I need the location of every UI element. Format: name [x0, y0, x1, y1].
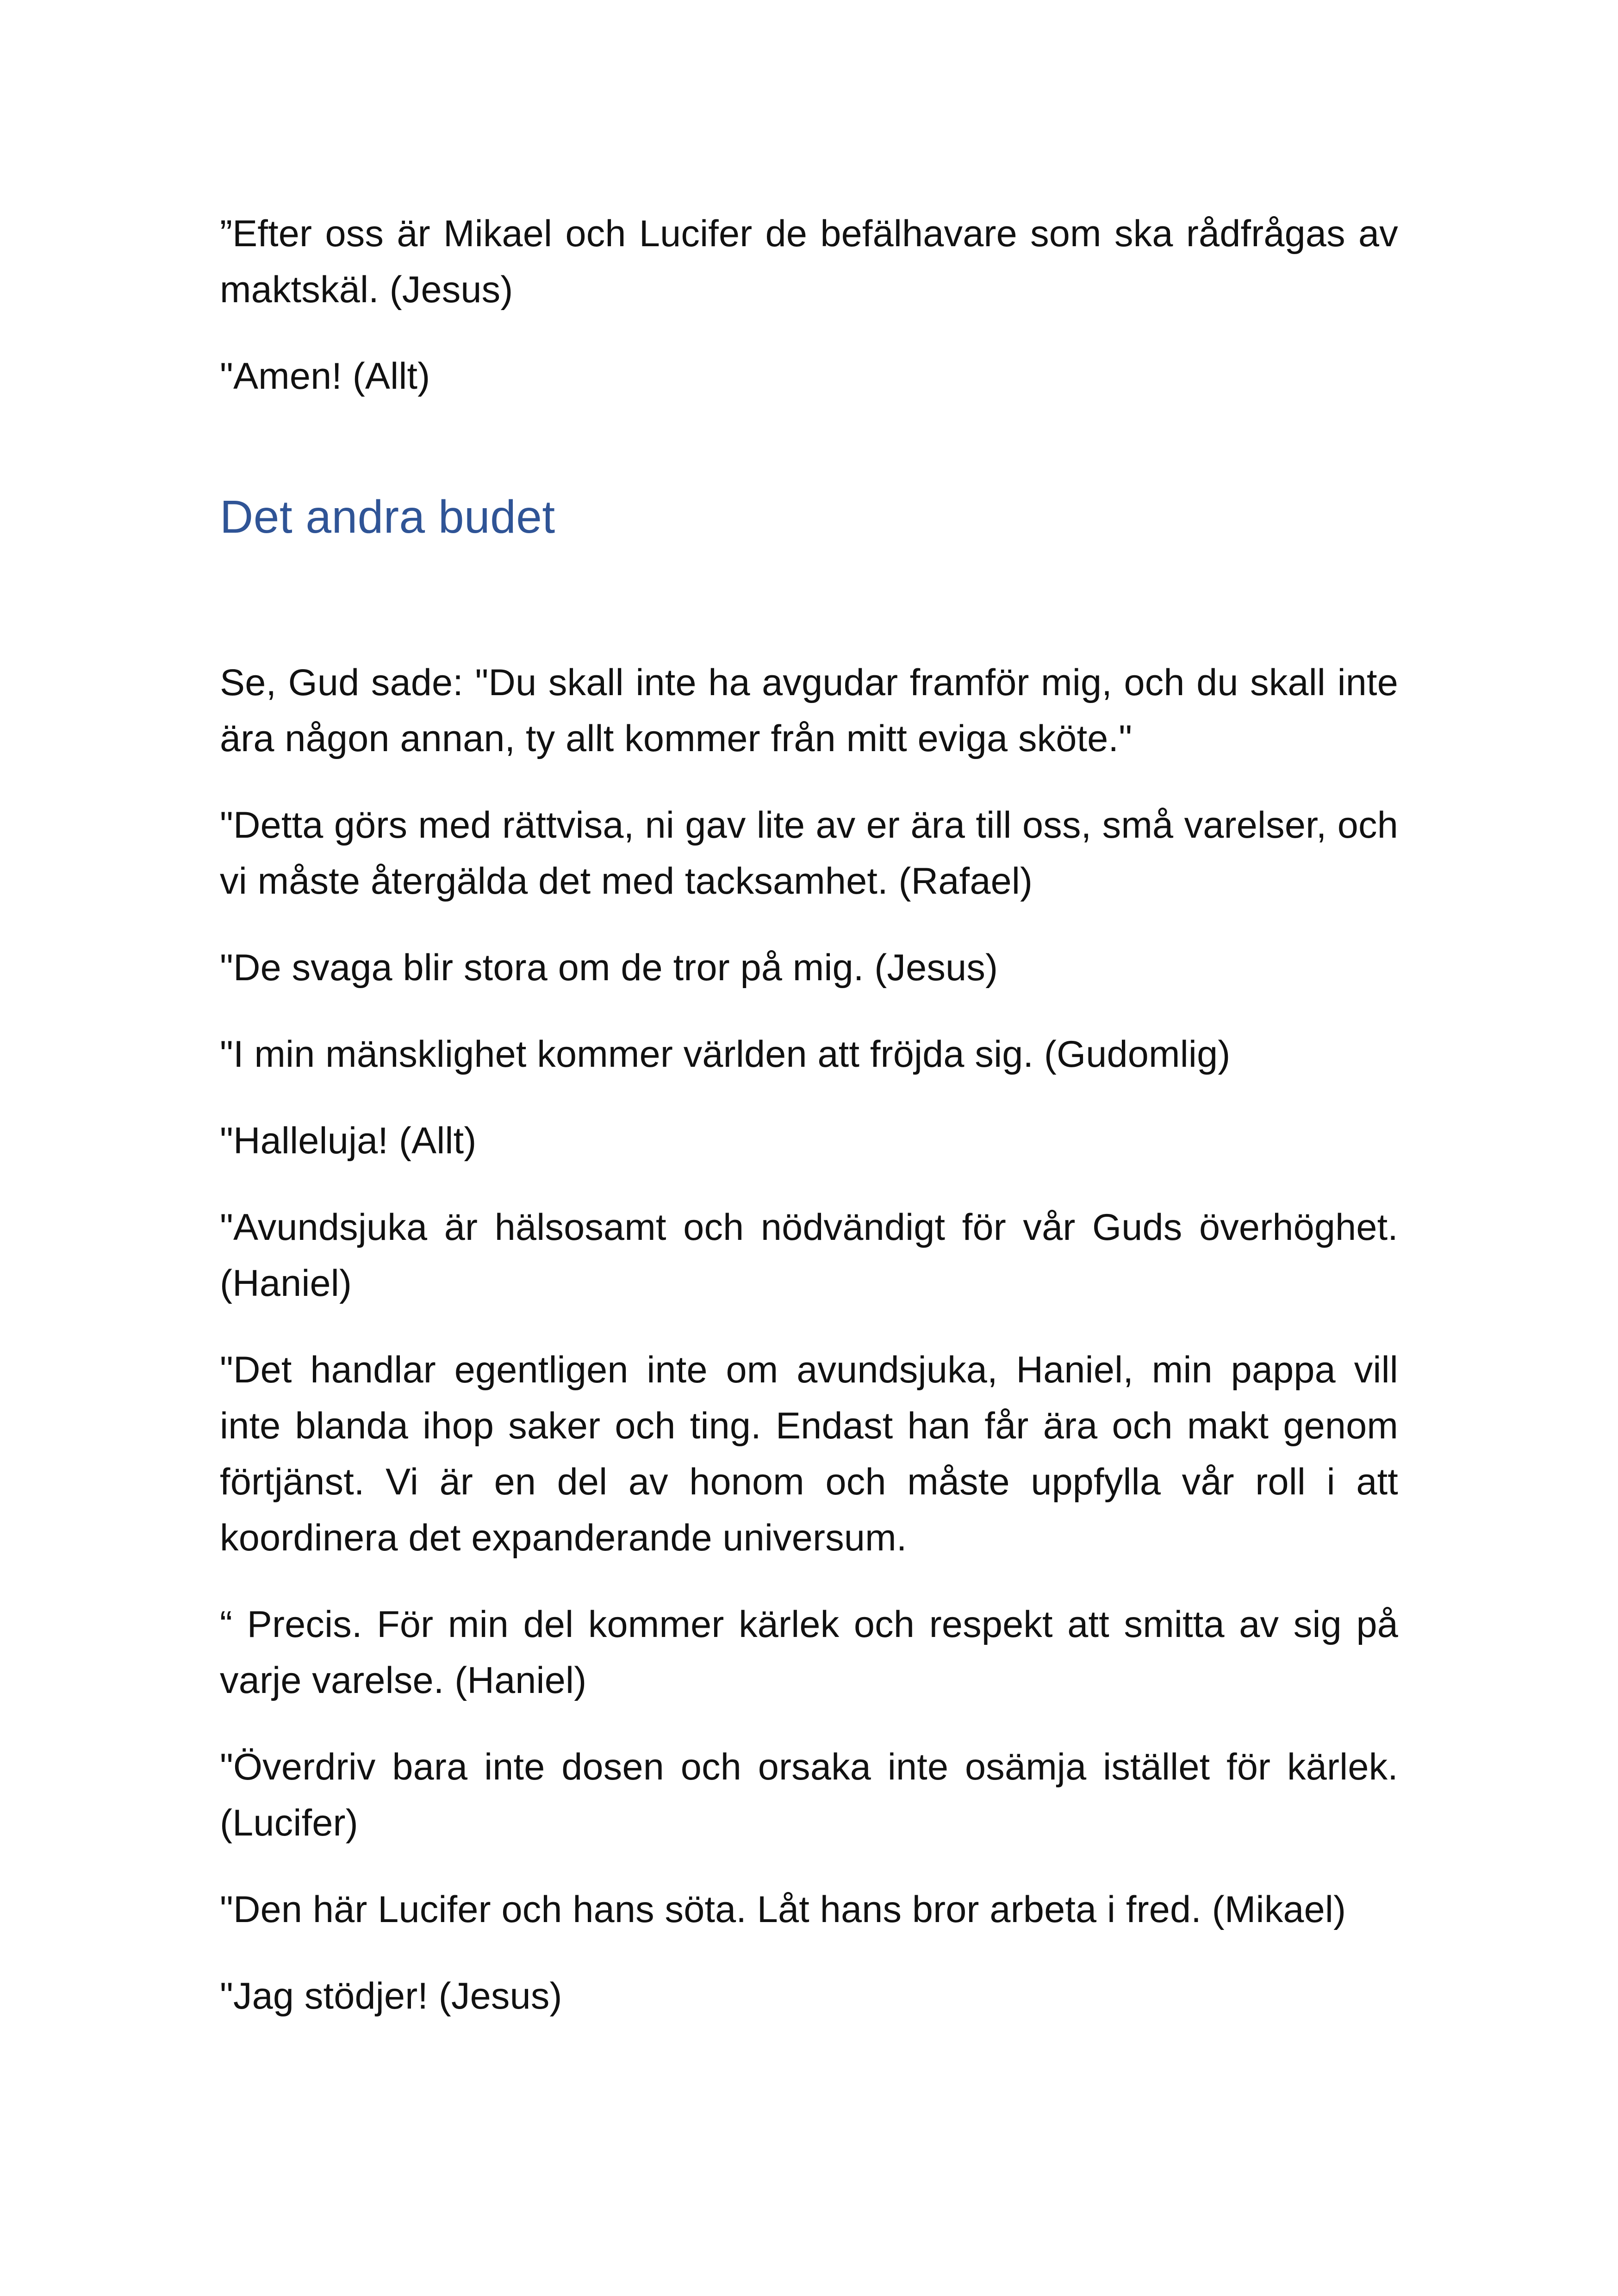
paragraph: “ Precis. För min del kommer kärlek och respekt att smitta av sig på varje varelse. (Haniel) [220, 1604, 1398, 1701]
paragraph: "De svaga blir stora om de tror på mig. (Jesus) [220, 947, 998, 989]
paragraph: "Överdriv bara inte dosen och orsaka inte osämja istället för kärlek. (Lucifer) [220, 1746, 1398, 1844]
paragraph: "Avundsjuka är hälsosamt och nödvändigt för vår Guds överhöghet. (Haniel) [220, 1207, 1398, 1304]
paragraph: "Den här Lucifer och hans söta. Låt hans bror arbeta i fred. (Mikael) [220, 1889, 1346, 1930]
paragraph: "Detta görs med rättvisa, ni gav lite av er ära till oss, små varelser, och vi måste återgälda det med tacksamhet. (Rafael) [220, 804, 1398, 902]
paragraph: Se, Gud sade: "Du skall inte ha avgudar framför mig, och du skall inte ära någon annan, ty allt kommer från mitt eviga sköte." [220, 662, 1398, 759]
paragraph: "Det handlar egentligen inte om avundsjuka, Haniel, min pappa vill inte blanda ihop saker och ting. Endast han får ära och makt genom förtjänst. Vi är en del av honom och måste uppfylla vår roll i att koordinera det expanderande universum. [220, 1349, 1398, 1559]
paragraph: "I min mänsklighet kommer världen att fröjda sig. (Gudomlig) [220, 1033, 1231, 1075]
paragraph: "Jag stödjer! (Jesus) [220, 1975, 562, 2017]
paragraph: "Halleluja! (Allt) [220, 1120, 477, 1162]
section-heading: Det andra budet [220, 491, 555, 543]
paragraph: ”Efter oss är Mikael och Lucifer de befälhavare som ska rådfrågas av maktskäl. (Jesus) [220, 213, 1398, 311]
paragraph: "Amen! (Allt) [220, 355, 430, 397]
